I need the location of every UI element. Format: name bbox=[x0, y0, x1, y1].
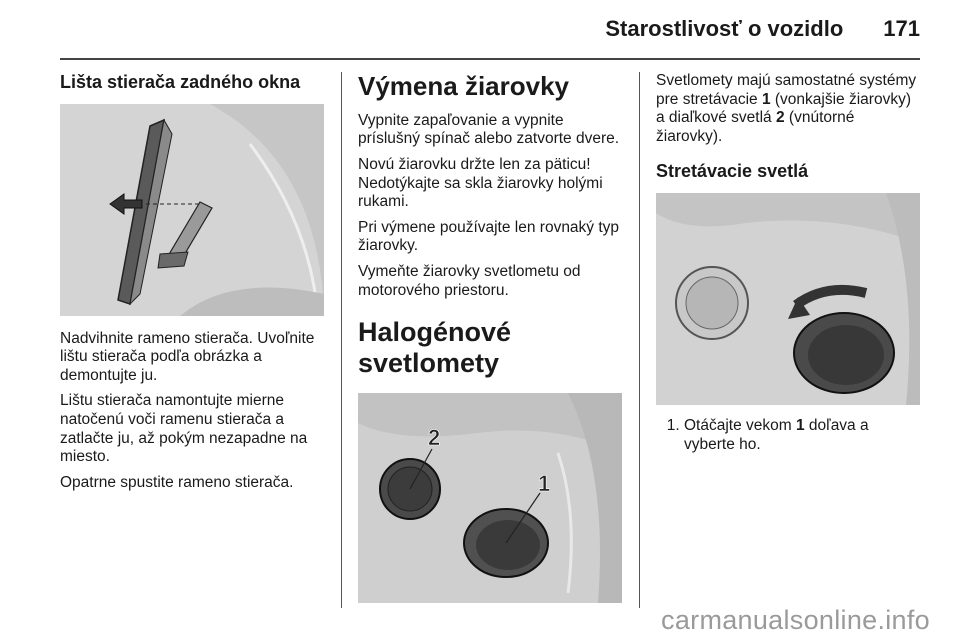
watermark: carmanualsonline.info bbox=[661, 605, 930, 635]
halogen-headlamp-drawing bbox=[358, 393, 622, 603]
bulb-paragraph-4: Vymeňte žiarovky svetlometu od motorového priestoru. bbox=[358, 263, 581, 299]
headlamp-intro-paragraph: Svetlomety majú samostatné systémy pre stretávacie 1 (vonkajšie žiarovky) a diaľkové svetlá 2 (vnútorné žiarovky). bbox=[656, 72, 917, 145]
header-rule bbox=[60, 58, 920, 60]
section-heading-wiper: Lišta stierača zadného okna bbox=[60, 72, 301, 92]
step-1: 1. Otáčajte vekom 1 doľava a vyberte ho. bbox=[684, 417, 920, 454]
callout-label-2: 2 bbox=[428, 425, 441, 451]
step-list bbox=[656, 417, 920, 454]
low-beam-drawing bbox=[656, 193, 920, 405]
section-heading-halogen: Halogénové svetlomety bbox=[358, 317, 512, 379]
wiper-blade-illustration bbox=[60, 104, 324, 316]
halogen-headlamp-illustration bbox=[358, 393, 622, 603]
column-divider-1 bbox=[341, 72, 342, 608]
wiper-paragraph-1: Nadvihnite rameno stierača. Uvoľnite lištu stierača podľa obrázka a demontujte ju. bbox=[60, 329, 315, 384]
wiper-paragraph-2: Lištu stierača namontujte mierne natočenú voči ramenu stierača a zatlačte ju, až pokým nezapadne na miesto. bbox=[60, 392, 308, 466]
section-heading-bulb-replacement: Výmena žiarovky bbox=[358, 71, 570, 101]
column-divider-2 bbox=[639, 72, 640, 608]
column-3 bbox=[656, 72, 920, 454]
section-heading-low-beam: Stretávacie svetlá bbox=[656, 161, 809, 182]
wiper-paragraph-3: Opatrne spustite rameno stierača. bbox=[60, 473, 294, 491]
header-title: Starostlivosť o vozidlo bbox=[605, 16, 844, 41]
bulb-paragraph-3: Pri výmene používajte len rovnaký typ žiarovky. bbox=[358, 218, 620, 255]
column-1 bbox=[60, 72, 324, 499]
bulb-paragraph-2: Novú žiarovku držte len za päticu! Nedotýkajte sa skla žiarovky holými rukami. bbox=[358, 156, 603, 211]
callout-label-1: 1 bbox=[538, 471, 551, 497]
wiper-blade-drawing bbox=[60, 104, 324, 316]
column-2 bbox=[358, 72, 622, 603]
bulb-paragraph-1: Vypnite zapaľovanie a vypnite príslušný spínač alebo zatvorte dvere. bbox=[358, 111, 620, 148]
page-header bbox=[605, 16, 920, 42]
low-beam-illustration bbox=[656, 193, 920, 405]
page-number: 171 bbox=[883, 16, 920, 41]
